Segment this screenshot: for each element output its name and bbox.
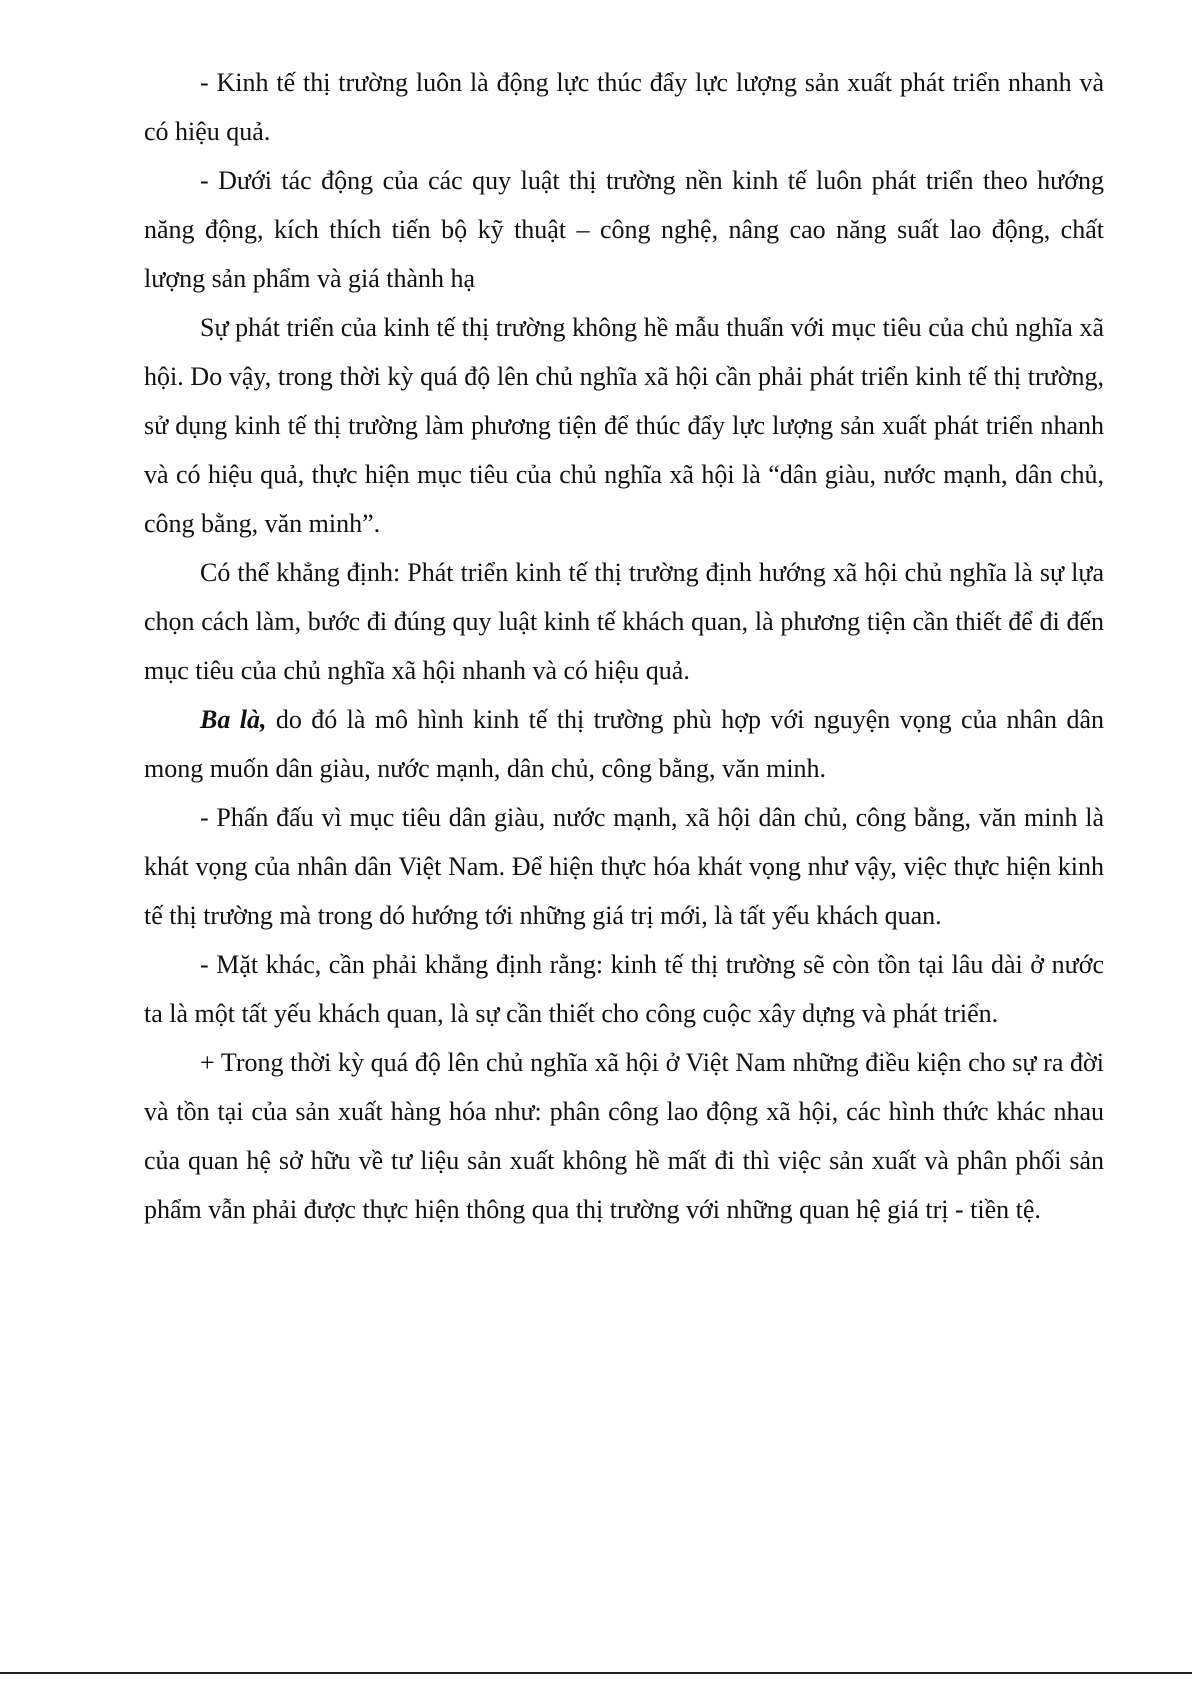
paragraph-no-contradiction xyxy=(144,303,1104,548)
paragraph-lead-label: Ba là, xyxy=(200,705,267,734)
paragraph-market-laws xyxy=(144,156,1104,303)
paragraph-affirmation xyxy=(144,548,1104,695)
paragraph-text: - Phấn đấu vì mục tiêu dân giàu, nước mạnh, xã hội dân chủ, công bằng, văn minh là khát vọng của nhân dân Việt Nam. Để hiện thực hóa khát vọng như vậy, việc thực hiện kinh tế thị trường mà trong dó hướng tới những giá trị mới, là tất yếu khách quan. xyxy=(144,803,1104,930)
page-bottom-rule xyxy=(0,1672,1192,1674)
paragraph-text: + Trong thời kỳ quá độ lên chủ nghĩa xã hội ở Việt Nam những điều kiện cho sự ra đời và tồn tại của sản xuất hàng hóa như: phân công lao động xã hội, các hình thức khác nhau của quan hệ sở hữu về tư liệu sản xuất không hề mất đi thì việc sản xuất và phân phối sản phẩm vẫn phải được thực hiện thông qua thị trường với những quan hệ giá trị - tiền tệ. xyxy=(144,1048,1104,1224)
paragraph-text: - Mặt khác, cần phải khẳng định rằng: kinh tế thị trường sẽ còn tồn tại lâu dài ở nước ta là một tất yếu khách quan, là sự cần thiết cho công cuộc xây dựng và phát triển. xyxy=(144,950,1104,1028)
paragraph-long-term-existence xyxy=(144,940,1104,1038)
page-body xyxy=(144,58,1104,1234)
paragraph-text: - Kinh tế thị trường luôn là động lực thúc đẩy lực lượng sản xuất phát triển nhanh và có hiệu quả. xyxy=(144,68,1104,146)
paragraph-text: Sự phát triển của kinh tế thị trường không hề mẫu thuẩn với mục tiêu của chủ nghĩa xã hội. Do vậy, trong thời kỳ quá độ lên chủ nghĩa xã hội cần phải phát triển kinh tế thị trường, sử dụng kinh tế thị trường làm phương tiện để thúc đẩy lực lượng sản xuất phát triển nhanh và có hiệu quả, thực hiện mục tiêu của chủ nghĩa xã hội là “dân giàu, nước mạnh, dân chủ, công bằng, văn minh”. xyxy=(144,313,1104,538)
paragraph-text: do đó là mô hình kinh tế thị trường phù hợp với nguyện vọng của nhân dân mong muốn dân giàu, nước mạnh, dân chủ, công bằng, văn minh. xyxy=(144,705,1104,783)
paragraph-transition-conditions xyxy=(144,1038,1104,1234)
paragraph-market-driving-force xyxy=(144,58,1104,156)
paragraph-text: - Dưới tác động của các quy luật thị trường nền kinh tế luôn phát triển theo hướng năng động, kích thích tiến bộ kỹ thuật – công nghệ, nâng cao năng suất lao động, chất lượng sản phẩm và giá thành hạ xyxy=(144,166,1104,293)
paragraph-aspiration xyxy=(144,793,1104,940)
paragraph-third-point xyxy=(144,695,1104,793)
paragraph-text: Có thể khẳng định: Phát triển kinh tế thị trường định hướng xã hội chủ nghĩa là sự lựa chọn cách làm, bước đi đúng quy luật kinh tế khách quan, là phương tiện cần thiết để đi đến mục tiêu của chủ nghĩa xã hội nhanh và có hiệu quả. xyxy=(144,558,1104,685)
